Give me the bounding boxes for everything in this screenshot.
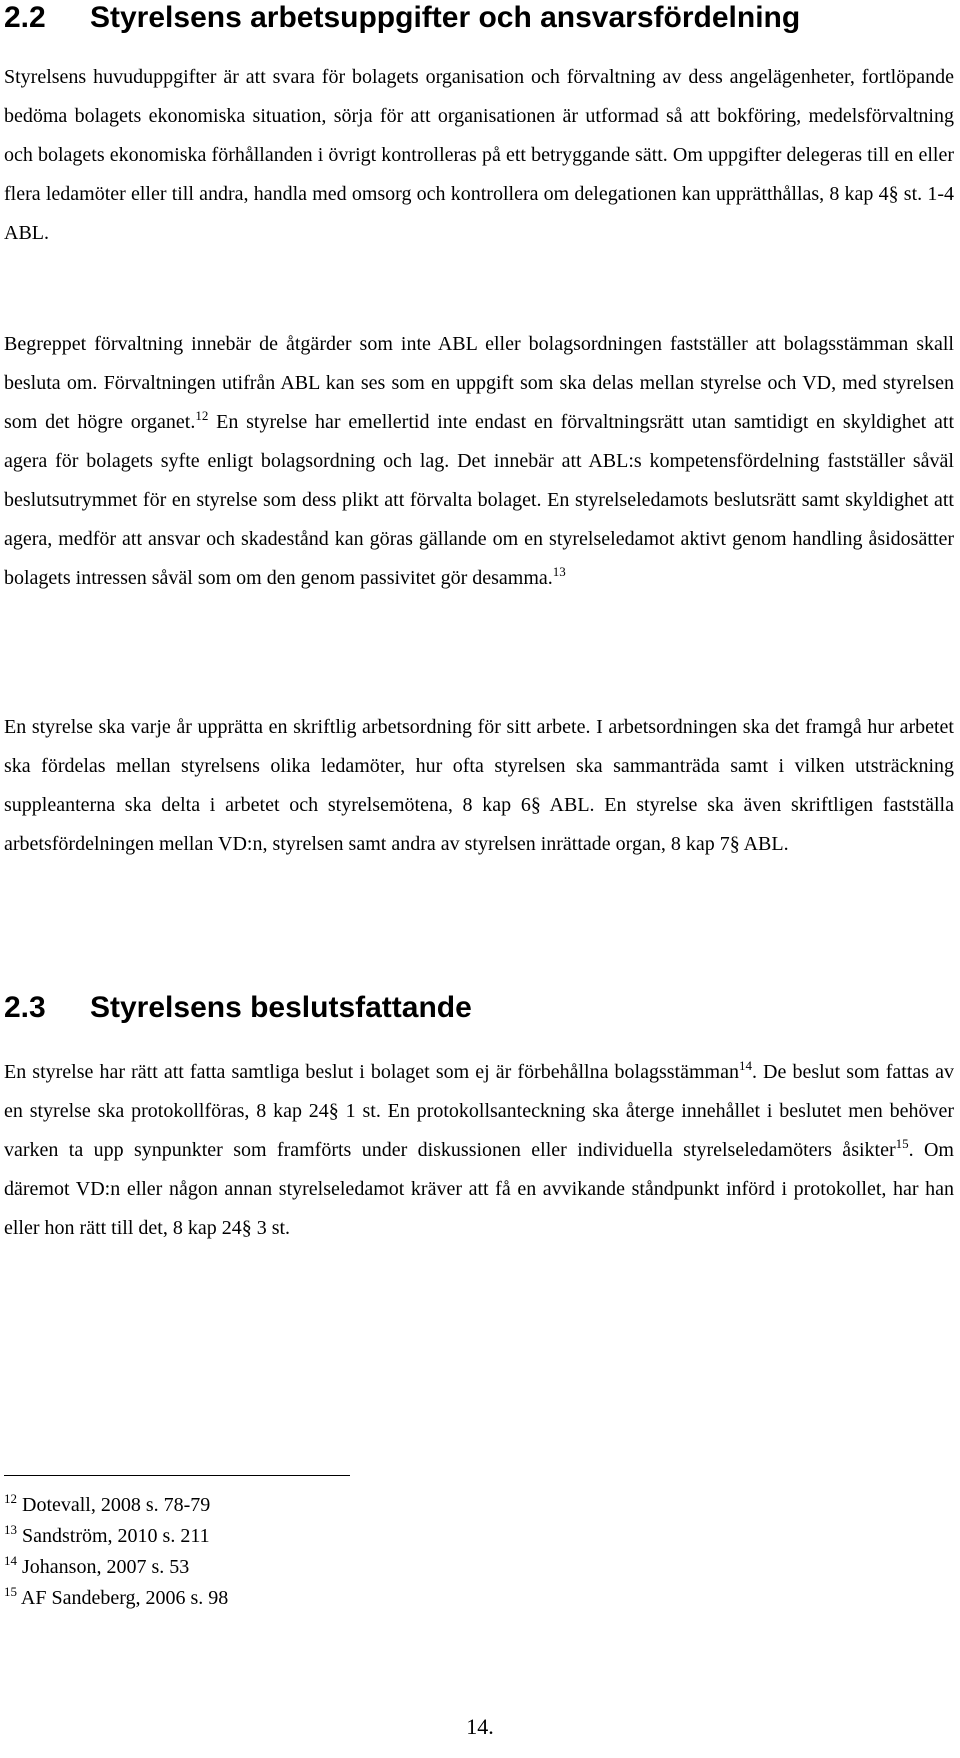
footnote-text: Johanson, 2007 s. 53 [17,1556,190,1578]
section-number: 2.3 [4,991,46,1024]
footnote-12 [4,1493,210,1517]
paragraph-2-text-b: En styrelse har emellertid inte endast en förvaltningsrätt utan samtidigt en skyldighet att agera för bolagets syfte enligt bolagsordning och lag. Det innebär att ABL:s kompetensfördelning fastställer såväl beslutsutrymmet för en styrelse som dess plikt att förvalta bolaget. En styrelseledamots beslutsrätt samt skyldighet att agera, medför att ansvar och skadestånd kan göras gällande om en styrelseledamot aktivt genom handling åsidosätter bolagets intressen såväl som om den genom passivitet gör desamma. [4,411,954,589]
footnote-14 [4,1555,189,1579]
footnote-ref-15: 15 [895,1136,909,1151]
footnote-13 [4,1524,210,1548]
section-title: Styrelsens beslutsfattande [90,991,472,1024]
footnote-text: Dotevall, 2008 s. 78-79 [17,1494,211,1516]
section-heading-2-3 [4,990,472,1026]
paragraph-4-text-b: . De beslut som fattas av en styrelse ska protokollföras, 8 kap 24§ 1 st. En protokollsanteckning ska återge innehållet i beslutet men behöver varken ta upp synpunkter som framförts under diskussionen eller individuella styrelseledamöters åsikter [4,1061,954,1161]
page-number: 14. [466,1714,494,1739]
paragraph-4 [4,1053,954,1248]
footnote-number: 15 [4,1584,17,1599]
paragraph-2 [4,325,954,598]
paragraph-2-text-a: Begreppet förvaltning innebär de åtgärder som inte ABL eller bolagsordningen fastställer att bolagsstämman skall besluta om. Förvaltningen utifrån ABL kan ses som en uppgift som ska delas mellan styrelse och VD, med styrelsen som det högre organet. [4,333,954,433]
footnote-number: 12 [4,1491,17,1506]
footnote-number: 14 [4,1553,17,1568]
footnote-ref-12: 12 [195,408,209,423]
footnote-ref-14: 14 [738,1058,752,1073]
paragraph-1: Styrelsens huvuduppgifter är att svara för bolagets organisation och förvaltning av dess angelägenheter, fortlöpande bedöma bolagets ekonomiska situation, sörja för att organisationen är utformad så att bokföring, medelsförvaltning och bolagets ekonomiska förhållanden i övrigt kontrolleras på ett betryggande sätt. Om uppgifter delegeras till en eller flera ledamöter eller till andra, handla med omsorg och kontrollera om delegationen kan upprätthållas, 8 kap 4§ st. 1-4 ABL. [4,66,954,244]
footnote-separator [4,1475,350,1476]
footnote-text: AF Sandeberg, 2006 s. 98 [17,1587,229,1609]
section-number: 2.2 [4,1,46,34]
section-heading-2-2 [4,0,800,36]
paragraph-3: En styrelse ska varje år upprätta en skriftlig arbetsordning för sitt arbete. I arbetsordningen ska det framgå hur arbetet ska fördelas mellan styrelsens olika ledamöter, hur ofta styrelsen ska sammanträda samt i vilken utsträckning suppleanterna ska delta i arbetet och styrelsemötena, 8 kap 6§ ABL. En styrelse ska även skriftligen fastställa arbetsfördelningen mellan VD:n, styrelsen samt andra av styrelsen inrättade organ, 8 kap 7§ ABL. [4,716,954,855]
section-title: Styrelsens arbetsuppgifter och ansvarsfördelning [90,1,801,34]
footnote-text: Sandström, 2010 s. 211 [17,1525,210,1547]
paragraph-4-text-a: En styrelse har rätt att fatta samtliga beslut i bolaget som ej är förbehållna bolagsstämman [4,1061,739,1083]
footnote-ref-13: 13 [552,564,566,579]
paragraph-4-text-c: . Om däremot VD:n eller någon annan styrelseledamot kräver att få en avvikande ståndpunkt införd i protokollet, har han eller hon rätt till det, 8 kap 24§ 3 st. [4,1139,954,1239]
footnote-15 [4,1586,228,1610]
footnote-number: 13 [4,1522,17,1537]
